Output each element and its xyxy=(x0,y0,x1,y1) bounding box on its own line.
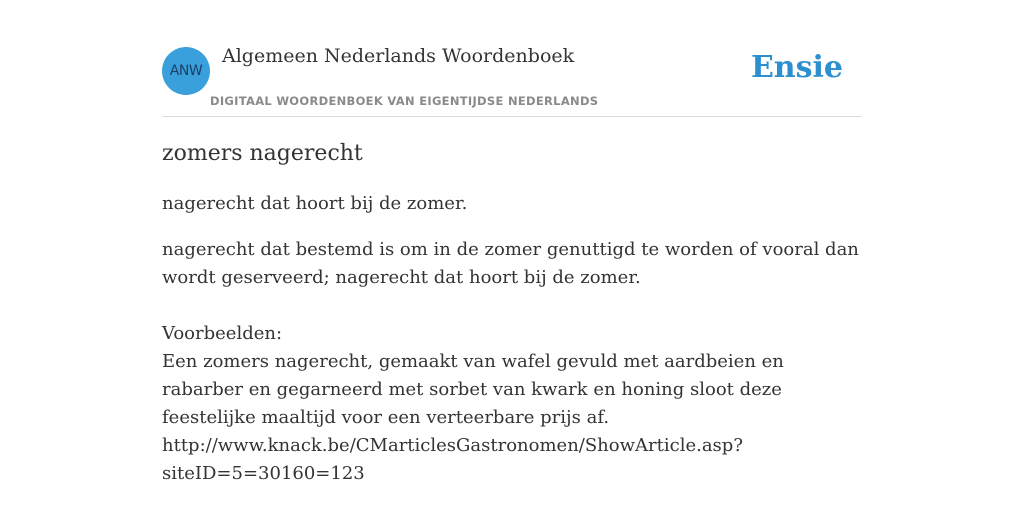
long-definition: nagerecht dat bestemd is om in de zomer genuttigd te worden of vooral dan wordt geserveerd; nagerecht dat hoort bij de zomer. xyxy=(162,239,859,288)
anw-logo[interactable]: ANW xyxy=(162,47,210,95)
entry-title: zomers nagerecht xyxy=(162,141,363,166)
examples-section xyxy=(162,320,862,488)
site-header xyxy=(162,0,862,117)
example-text: Een zomers nagerecht, gemaakt van wafel gevuld met aardbeien en rabarber en gegarneerd met sorbet van kwark en honing sloot deze feestelijke maaltijd voor een verteerbare prijs af. xyxy=(162,351,784,428)
example-source: http://www.knack.be/CMarticlesGastronomen/ShowArticle.asp?siteID=5=30160=123 xyxy=(162,435,743,484)
short-definition: nagerecht dat hoort bij de zomer. xyxy=(162,193,468,214)
site-title[interactable]: Algemeen Nederlands Woordenboek xyxy=(222,45,575,67)
site-subtitle: DIGITAAL WOORDENBOEK VAN EIGENTIJDSE NEDERLANDS xyxy=(210,94,599,108)
entry-content xyxy=(162,138,862,488)
ensie-logo[interactable]: Ensie xyxy=(750,50,843,85)
examples-heading: Voorbeelden: xyxy=(162,323,283,344)
